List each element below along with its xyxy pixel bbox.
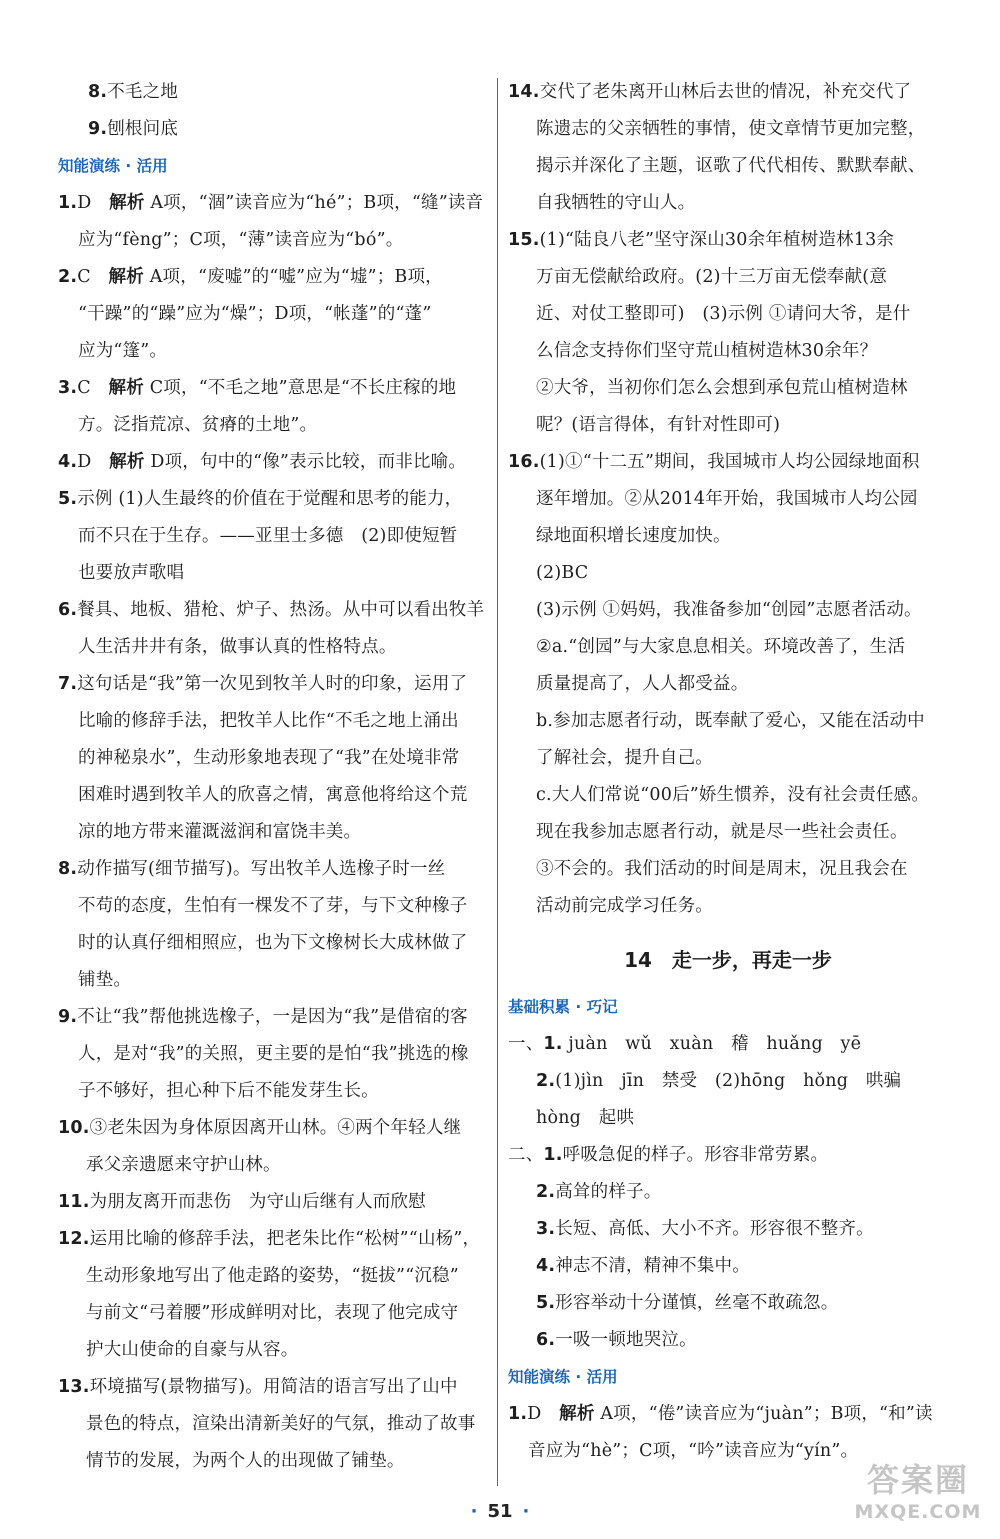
- page-dot-left-icon: ·: [470, 1501, 478, 1522]
- watermark-url: MXQE.COM: [854, 1501, 982, 1523]
- answer-text: 陈遗志的父亲牺牲的事情，使文章情节更加完整，: [536, 119, 926, 139]
- answer-text: 呢？(语言得体，有针对性即可): [536, 415, 781, 435]
- page-dot-right-icon: ·: [522, 1501, 530, 1522]
- section-heading: 知能演练 · 活用: [508, 1368, 618, 1386]
- answer-line: [58, 925, 490, 962]
- answer-text: 逐年增加。②从2014年开始，我国城市人均公园: [536, 489, 918, 509]
- answer-text: 与前文“弓着腰”形成鲜明对比，表现了他完成守: [86, 1303, 459, 1323]
- answer-number: 5.: [536, 1293, 556, 1313]
- answer-number: 14.: [508, 82, 540, 102]
- answer-text: 近、对仗工整即可) (3)示例 ①请问大爷，是什: [536, 304, 911, 324]
- answer-line: [508, 444, 948, 481]
- answer-text: 这句话是“我”第一次见到牧羊人时的印象，运用了: [77, 674, 468, 694]
- answer-text-cont: A项，“倦”读音应为“juàn”；B项，“和”读: [594, 1404, 933, 1424]
- answer-line: [58, 1369, 490, 1406]
- answer-text: b.参加志愿者行动，既奉献了爱心，又能在活动中: [536, 711, 925, 731]
- right-column: [508, 74, 948, 1470]
- answer-text: 音应为“hè”；C项，“吟”读音应为“yín”。: [528, 1441, 859, 1461]
- answer-line: [508, 481, 948, 518]
- answer-line: [508, 888, 948, 925]
- answer-line: [508, 1026, 948, 1063]
- answer-line: [508, 703, 948, 740]
- answer-number: 11.: [58, 1192, 90, 1212]
- answer-text: hòng 起哄: [536, 1108, 635, 1128]
- answer-line: [58, 222, 490, 259]
- answer-text: 呼吸急促的样子。形容非常劳累。: [562, 1145, 829, 1165]
- answer-text: 形容举动十分谨慎，丝毫不敢疏忽。: [555, 1293, 839, 1313]
- answer-line: [58, 259, 490, 296]
- answer-line: [508, 851, 948, 888]
- answer-line: [58, 703, 490, 740]
- answer-text: 子不够好，担心种下后不能发芽生长。: [78, 1081, 379, 1101]
- answer-text: 自我牺牲的守山人。: [536, 193, 696, 213]
- answer-line: [58, 444, 490, 481]
- answer-line: [58, 962, 490, 999]
- chapter-number: 14: [624, 948, 652, 972]
- answer-line: [58, 851, 490, 888]
- answer-line: [508, 777, 948, 814]
- answer-number: 2.: [536, 1182, 556, 1202]
- answer-line: [58, 1073, 490, 1110]
- answer-text: 而不只在于生存。——亚里士多德 (2)即使短暂: [78, 526, 458, 546]
- answer-text: 运用比喻的修辞手法，把老朱比作“松树”“山杨”，: [89, 1229, 481, 1249]
- answer-line: [58, 740, 490, 777]
- watermark-logo: [854, 1453, 982, 1525]
- analysis-label: 解析: [108, 267, 144, 287]
- answer-text: 应为“fèng”；C项，“薄”读音应为“bó”。: [78, 230, 404, 250]
- answer-text: 为朋友离开而悲伤 为守山后继有人而欣慰: [89, 1192, 426, 1212]
- answer-line: [58, 629, 490, 666]
- answer-text: (1)①“十二五”期间，我国城市人均公园绿地面积: [539, 452, 920, 472]
- answer-text: D: [527, 1404, 560, 1424]
- answer-text: 景色的特点，渲染出清新美好的气氛，推动了故事: [86, 1414, 476, 1434]
- answer-number: 16.: [508, 452, 540, 472]
- answer-number: 2.: [58, 267, 78, 287]
- answer-text: 比喻的修辞手法，把牧羊人比作“不毛之地上涌出: [78, 711, 459, 731]
- chapter-name: 走一步，再走一步: [651, 948, 832, 972]
- answer-text: 交代了老朱离开山林后去世的情况，补充交代了: [539, 82, 912, 102]
- answer-line: [58, 999, 490, 1036]
- answer-text: 不苟的态度，生怕有一棵发不了芽，与下文种橡子: [78, 896, 468, 916]
- answer-line: [58, 1147, 490, 1184]
- answer-text: 时的认真仔细相照应，也为下文橡树长大成林做了: [78, 933, 468, 953]
- analysis-label: 解析: [559, 1404, 595, 1424]
- answer-number: 9.: [88, 119, 108, 139]
- answer-text: 的神秘泉水”，生动形象地表现了“我”在处境非常: [78, 748, 460, 768]
- answer-line: [58, 74, 490, 111]
- answer-text: 一吸一顿地哭泣。: [555, 1330, 697, 1350]
- answer-text: C: [77, 267, 109, 287]
- answer-number: 13.: [58, 1377, 90, 1397]
- answer-line: [58, 481, 490, 518]
- answer-number: 4.: [536, 1256, 556, 1276]
- answer-text: ③不会的。我们活动的时间是周末，况且我会在: [536, 859, 908, 879]
- answer-group-marker: 一、: [508, 1034, 544, 1054]
- answer-text: (2)BC: [536, 563, 589, 583]
- watermark-mark: 答案圈: [866, 1461, 969, 1499]
- answer-text: 刨根问底: [107, 119, 179, 139]
- answer-line: [508, 1174, 948, 1211]
- column-divider: [497, 78, 498, 1486]
- chapter-title: [508, 925, 948, 989]
- answer-line: [508, 407, 948, 444]
- analysis-label: 解析: [109, 193, 145, 213]
- answer-number: 6.: [536, 1330, 556, 1350]
- answer-text: 活动前完成学习任务。: [536, 896, 713, 916]
- answer-number: 9.: [58, 1007, 78, 1027]
- answer-line: [58, 1332, 490, 1369]
- answer-text: 万亩无偿献给政府。(2)十三万亩无偿奉献(意: [536, 267, 888, 287]
- answer-text: 也要放声歌唱: [78, 563, 185, 583]
- answer-number: 8.: [88, 82, 108, 102]
- answer-text: 不毛之地: [107, 82, 179, 102]
- answer-line: [508, 555, 948, 592]
- answer-text: 长短、高低、大小不齐。形容很不整齐。: [555, 1219, 874, 1239]
- answer-number: 15.: [508, 230, 540, 250]
- answer-number: 1.: [508, 1404, 528, 1424]
- answer-text: 承父亲遗愿来守护山林。: [86, 1155, 281, 1175]
- answer-group-marker: 二、: [508, 1145, 544, 1165]
- answer-text: 餐具、地板、猎枪、炉子、热汤。从中可以看出牧羊: [77, 600, 485, 620]
- answer-text: 了解社会，提升自己。: [536, 748, 713, 768]
- answer-text-cont: D项，句中的“像”表示比较，而非比喻。: [144, 452, 467, 472]
- answer-line: [58, 1406, 490, 1443]
- answer-line: [58, 296, 490, 333]
- answer-line: [508, 296, 948, 333]
- answer-text: 现在我参加志愿者行动，就是尽一些社会责任。: [536, 822, 908, 842]
- page-number-text: 51: [487, 1501, 513, 1522]
- answer-line: [58, 185, 490, 222]
- answer-text: 示例 (1)人生最终的价值在于觉醒和思考的能力，: [77, 489, 463, 509]
- answer-text: 方。泛指荒凉、贫瘠的土地”。: [78, 415, 318, 435]
- answer-number: 12.: [58, 1229, 90, 1249]
- answer-line: [508, 814, 948, 851]
- answer-line: [508, 592, 948, 629]
- answer-text: 人生活井井有条，做事认真的性格特点。: [78, 637, 397, 657]
- answer-line: [508, 259, 948, 296]
- answer-line: [58, 370, 490, 407]
- answer-line: [508, 1322, 948, 1359]
- answer-line: [58, 1036, 490, 1073]
- answer-number: 10.: [58, 1118, 90, 1138]
- answer-line: [58, 777, 490, 814]
- answer-text: 护大山使命的自豪与从容。: [86, 1340, 299, 1360]
- answer-line: [58, 1443, 490, 1480]
- answer-line: [58, 1221, 490, 1258]
- answer-line: [58, 407, 490, 444]
- answer-text: 神志不清，精神不集中。: [555, 1256, 750, 1276]
- answer-line: [508, 1396, 948, 1433]
- answer-line: [508, 185, 948, 222]
- answer-line: [508, 370, 948, 407]
- answer-line: [58, 1184, 490, 1221]
- section-heading: 知能演练 · 活用: [58, 157, 168, 175]
- answer-number: 1.: [543, 1034, 563, 1054]
- answer-text: 应为“篷”。: [78, 341, 168, 361]
- answer-line: [508, 740, 948, 777]
- answer-text: juàn wǔ xuàn 稽 huǎng yē: [562, 1034, 862, 1054]
- answer-line: [508, 74, 948, 111]
- answer-number: 4.: [58, 452, 78, 472]
- answer-number: 6.: [58, 600, 78, 620]
- answer-text-cont: A项，“涸”读音应为“hé”；B项，“缝”读音: [144, 193, 484, 213]
- answer-text: 情节的发展，为两个人的出现做了铺垫。: [86, 1451, 405, 1471]
- answer-number: 8.: [58, 859, 78, 879]
- answer-line: [508, 222, 948, 259]
- answer-text: 凉的地方带来灌溉滋润和富饶丰美。: [78, 822, 362, 842]
- answer-text: (1)jìn jīn 禁受 (2)hōng hǒng 哄骗: [555, 1071, 902, 1091]
- answer-line: [508, 1248, 948, 1285]
- answer-line: [508, 333, 948, 370]
- answer-line: [58, 1110, 490, 1147]
- answer-text: 困难时遇到牧羊人的欣喜之情，寓意他将给这个荒: [78, 785, 468, 805]
- answer-text: 不让“我”帮他挑选橡子，一是因为“我”是借宿的客: [77, 1007, 468, 1027]
- answer-line: [508, 1063, 948, 1100]
- answer-text: 高耸的样子。: [555, 1182, 662, 1202]
- answer-line: [508, 1211, 948, 1248]
- answer-line: [58, 111, 490, 148]
- answer-text-cont: C项，“不毛之地”意思是“不长庄稼的地: [143, 378, 457, 398]
- answer-text: 人，是对“我”的关照，更主要的是怕“我”挑选的橡: [78, 1044, 469, 1064]
- answer-text: 铺垫。: [78, 970, 132, 990]
- answer-line: [508, 148, 948, 185]
- answer-text: C: [77, 378, 109, 398]
- answer-number: 1.: [58, 193, 78, 213]
- answer-text: 绿地面积增长速度加快。: [536, 526, 731, 546]
- answer-line: [508, 1100, 948, 1137]
- answer-number: 2.: [536, 1071, 556, 1091]
- answer-text: D: [77, 193, 110, 213]
- answer-number: 3.: [58, 378, 78, 398]
- answer-text: 揭示并深化了主题，讴歌了代代相传、默默奉献、: [536, 156, 926, 176]
- answer-text: 生动形象地写出了他走路的姿势，“挺拔”“沉稳”: [86, 1266, 459, 1286]
- answer-line: [58, 1258, 490, 1295]
- answer-line: [508, 518, 948, 555]
- answer-text: c.大人们常说“00后”娇生惯养，没有社会责任感。: [536, 785, 930, 805]
- page-number: [0, 1501, 1000, 1522]
- section-heading: 基础积累 · 巧记: [508, 998, 618, 1016]
- answer-text: ②大爷，当初你们怎么会想到承包荒山植树造林: [536, 378, 908, 398]
- left-column: [58, 74, 490, 1480]
- analysis-label: 解析: [108, 378, 144, 398]
- answer-line: [508, 1285, 948, 1322]
- answer-text-cont: A项，“废嘘”的“嘘”应为“墟”；B项，: [143, 267, 443, 287]
- answer-line: [58, 592, 490, 629]
- answer-line: [58, 518, 490, 555]
- answer-text: “干躁”的“躁”应为“燥”；D项，“帐蓬”的“蓬”: [78, 304, 432, 324]
- answer-number: 5.: [58, 489, 78, 509]
- answer-line: [508, 629, 948, 666]
- answer-text: 质量提高了，人人都受益。: [536, 674, 749, 694]
- answer-line: [58, 666, 490, 703]
- analysis-label: 解析: [109, 452, 145, 472]
- answer-text: ③老朱因为身体原因离开山林。④两个年轻人继: [89, 1118, 462, 1138]
- answer-text: 环境描写(景物描写)。用简洁的语言写出了山中: [89, 1377, 458, 1397]
- answer-number: 3.: [536, 1219, 556, 1239]
- answer-line: [58, 333, 490, 370]
- answer-line: [58, 814, 490, 851]
- answer-text: (3)示例 ①妈妈，我准备参加“创园”志愿者活动。: [536, 600, 922, 620]
- answer-text: ②a.“创园”与大家息息相关。环境改善了，生活: [536, 637, 906, 657]
- answer-number: 1.: [543, 1145, 563, 1165]
- answer-text: 动作描写(细节描写)。写出牧羊人选橡子时一丝: [77, 859, 446, 879]
- answer-number: 7.: [58, 674, 78, 694]
- answer-line: [508, 111, 948, 148]
- answer-line: [58, 555, 490, 592]
- answer-text: D: [77, 452, 110, 472]
- answer-line: [58, 1295, 490, 1332]
- answer-line: [508, 1137, 948, 1174]
- answer-line: [508, 666, 948, 703]
- answer-line: [58, 888, 490, 925]
- answer-text: (1)“陆良八老”坚守深山30余年植树造林13余: [539, 230, 895, 250]
- answer-text: 么信念支持你们坚守荒山植树造林30余年？: [536, 341, 878, 361]
